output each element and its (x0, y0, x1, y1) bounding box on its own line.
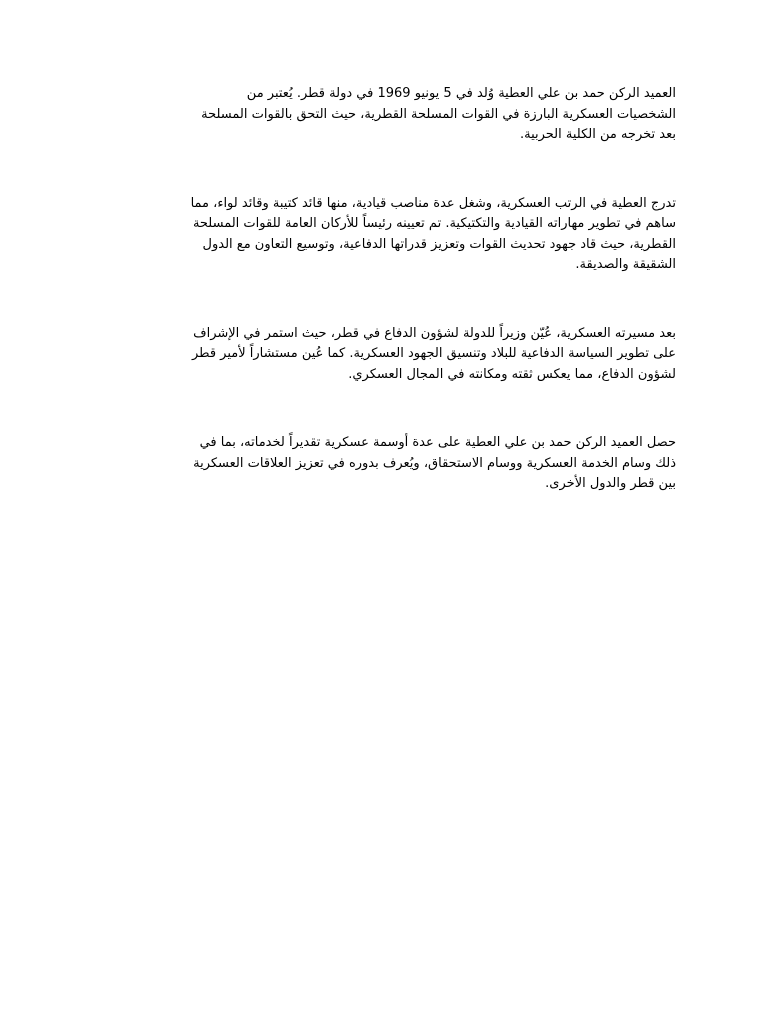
paragraph-career (92, 194, 676, 276)
text-line: ذلك وسام الخدمة العسكرية ووسام الاستحقاق، ويُعرف بدوره في تعزيز العلاقات العسكرية (193, 455, 676, 471)
text-line: القطرية، حيث قاد جهود تحديث القوات وتعزيز قدراتها الدفاعية، وتوسيع التعاون مع الدول (202, 236, 676, 252)
text-line: تدرج العطية في الرتب العسكرية، وشغل عدة مناصب قيادية، منها قائد كتيبة وقائد لواء، مما (190, 195, 676, 211)
document-page (92, 84, 676, 543)
text-line: بعد تخرجه من الكلية الحربية. (519, 127, 676, 142)
text-line: الشقيقة والصديقة. (575, 257, 676, 272)
text-line: بعد مسيرته العسكرية، عُيّن وزيراً للدولة لشؤون الدفاع في قطر، حيث استمر في الإشراف (193, 325, 676, 341)
text-line: العميد الركن حمد بن علي العطية وُلد في 5 يونيو 1969 في دولة قطر. يُعتبر من (246, 86, 676, 101)
text-line: الشخصيات العسكرية البارزة في القوات المسلحة القطرية، حيث التحق بالقوات المسلحة (201, 106, 676, 122)
text-line: بين قطر والدول الأخرى. (545, 476, 676, 491)
paragraph-minister (92, 324, 676, 386)
paragraph-honors (92, 433, 676, 495)
text-line: ساهم في تطوير مهاراته القيادية والتكتيكية. تم تعيينه رئيساً للأركان العامة للقوات المسلحة (192, 216, 676, 231)
paragraph-birth (92, 84, 676, 146)
text-line: لشؤون الدفاع، مما يعكس ثقته ومكانته في المجال العسكري. (348, 366, 676, 382)
text-line: على تطوير السياسة الدفاعية للبلاد وتنسيق الجهود العسكرية. كما عُين مستشاراً لأمير قطر (192, 346, 676, 361)
text-line: حصل العميد الركن حمد بن علي العطية على عدة أوسمة عسكرية تقديراً لخدماته، بما في (199, 435, 676, 450)
